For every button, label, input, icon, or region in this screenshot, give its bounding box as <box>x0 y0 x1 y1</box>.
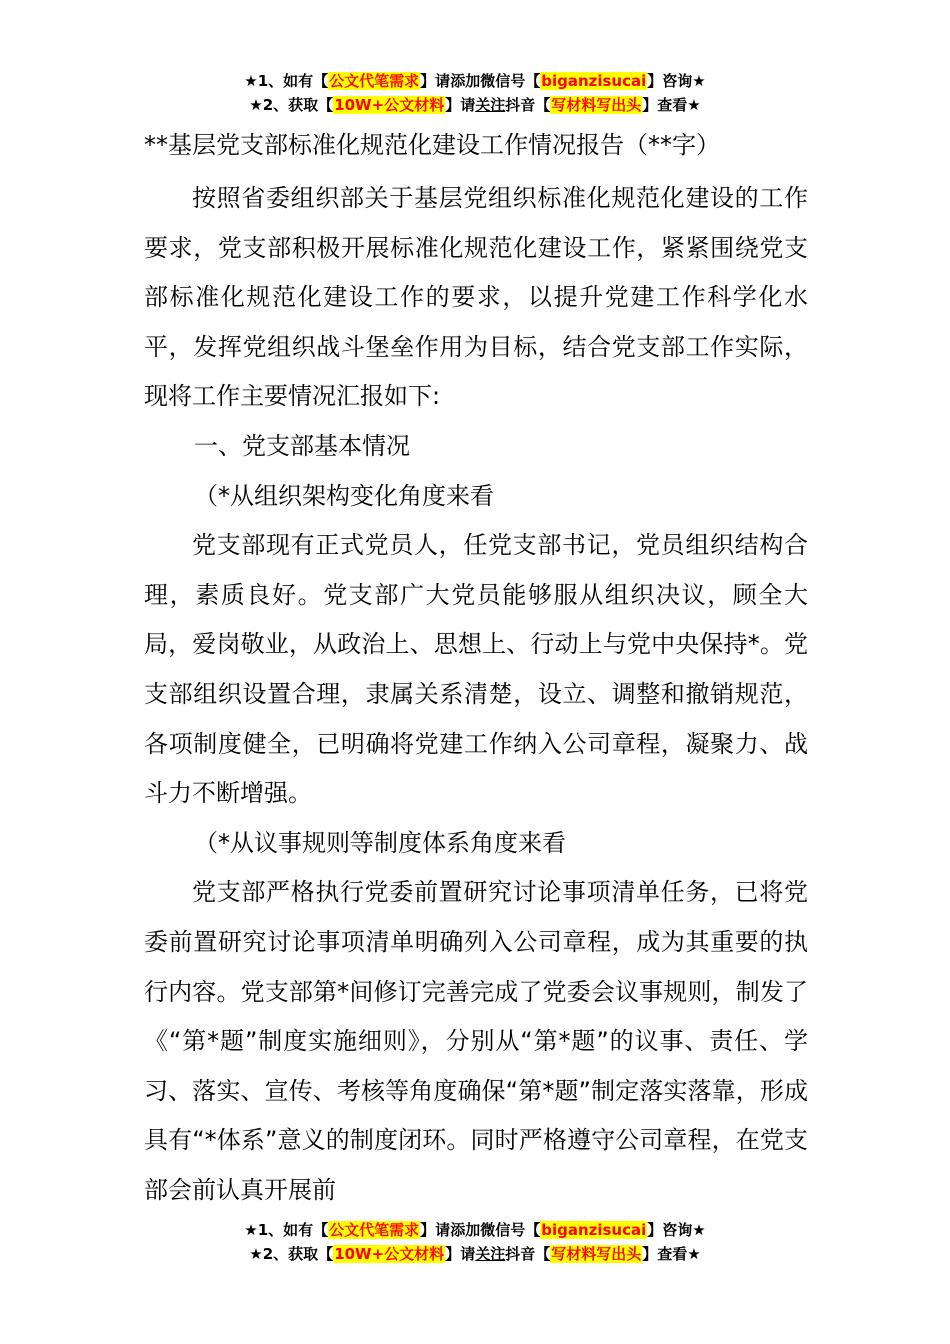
promo-line-1 <box>0 70 950 94</box>
promo-emphasis: 关注 <box>475 1245 506 1263</box>
promo-text: 】查看★ <box>642 96 701 114</box>
promo-text: 】请 <box>420 1221 451 1239</box>
intro-paragraph: 按照省委组织部关于基层党组织标准化规范化建设的工作要求，党支部积极开展标准化规范化建设工作，紧紧围绕党支部标准化规范化建设工作的要求，以提升党建工作科学化水平，发挥党组织战斗堡垒作用为目标，结合党支部工作实际，现将工作主要情况汇报如下: <box>144 184 808 411</box>
document-title: **基层党支部标准化规范化建设工作情况报告（**字） <box>144 131 720 159</box>
promo-banner-bottom <box>0 1219 950 1267</box>
promo-highlight: 公文代笔需求 <box>329 72 420 90</box>
promo-text: 微信号【 <box>480 72 541 90</box>
promo-highlight: 公文代笔需求 <box>329 1221 420 1239</box>
section-heading: 一、党支部基本情况 <box>194 431 410 460</box>
promo-text: ★1、如有【 <box>244 1221 329 1239</box>
promo-text: 微信号【 <box>480 1221 541 1239</box>
promo-text: 】咨询★ <box>647 72 706 90</box>
promo-text: 】请 <box>445 1245 476 1263</box>
subsection-heading: （*从议事规则等制度体系角度来看 <box>194 828 566 857</box>
body-paragraph: 党支部严格执行党委前置研究讨论事项清单任务，已将党委前置研究讨论事项清单明确列入公司章程，成为其重要的执行内容。党支部第*间修订完善完成了党委会议事规则，制发了《“第*题”制度实施细则》，分别从“第*题”的议事、责任、学习、落实、宣传、考核等角度确保“第*题”制定落实落靠，形成具有“*体系”意义的制度闭环。同时严格遵守公司章程，在党支部会前认真开展前 <box>144 878 808 1204</box>
promo-line-2 <box>0 1243 950 1267</box>
promo-douyin-id: 写材料写出头 <box>551 96 642 114</box>
body-paragraph: 党支部现有正式党员人，任党支部书记，党员组织结构合理，素质良好。党支部广大党员能够服从组织决议，顾全大局，爱岗敬业，从政治上、思想上、行动上与党中央保持*。党支部组织设置合理，隶属关系清楚，设立、调整和撤销规范，各项制度健全，已明确将党建工作纳入公司章程，凝聚力、战斗力不断增强。 <box>144 531 808 808</box>
promo-emphasis: 添加 <box>450 72 481 90</box>
promo-douyin-id: 写材料写出头 <box>551 1245 642 1263</box>
promo-text: 】请 <box>420 72 451 90</box>
promo-text: 】查看★ <box>642 1245 701 1263</box>
promo-text: ★1、如有【 <box>244 72 329 90</box>
promo-text: ★2、获取【 <box>249 96 334 114</box>
subsection-heading: （*从组织架构变化角度来看 <box>194 481 494 510</box>
promo-emphasis: 添加 <box>450 1221 481 1239</box>
promo-line-2 <box>0 94 950 118</box>
promo-banner-top <box>0 70 950 118</box>
promo-text: ★2、获取【 <box>249 1245 334 1263</box>
document-body <box>144 125 808 1215</box>
promo-highlight: 10W+公文材料 <box>334 96 445 114</box>
promo-highlight: 10W+公文材料 <box>334 1245 445 1263</box>
promo-text: 】请 <box>445 96 476 114</box>
promo-text: 】咨询★ <box>647 1221 706 1239</box>
promo-emphasis: 关注 <box>475 96 506 114</box>
promo-line-1 <box>0 1219 950 1243</box>
promo-text: 抖音【 <box>505 1245 551 1263</box>
promo-wechat-id: biganzisucai <box>541 1221 647 1239</box>
promo-wechat-id: biganzisucai <box>541 72 647 90</box>
promo-text: 抖音【 <box>505 96 551 114</box>
